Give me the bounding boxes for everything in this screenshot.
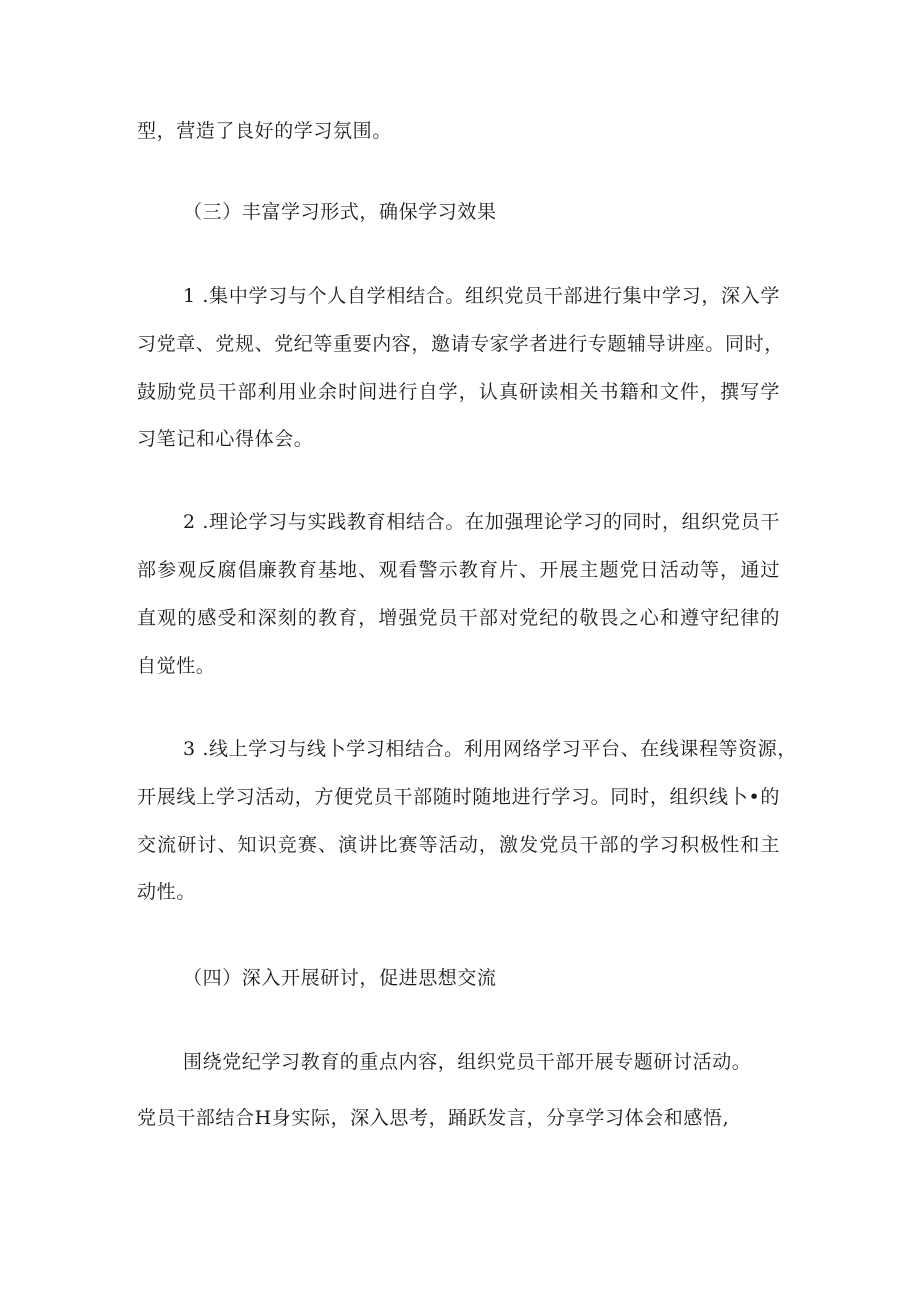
paragraph-line: 型，营造了良好的学习氛围。 xyxy=(137,120,392,142)
paragraph-line: 直观的感受和深刻的教育，增强党员干部对党纪的敬畏之心和遵守纪律的 xyxy=(137,607,780,629)
section-heading-4: （四）深入开展研讨，促进思想交流 xyxy=(183,967,497,989)
paragraph-line: 开展线上学习活动，方便党员干部随时随地进行学习。同时，组织线卜•的 xyxy=(137,786,780,808)
paragraph-line: 3 .线上学习与线卜学习相结合。利用网络学习平台、在线课程等资源， xyxy=(183,738,797,760)
section-heading-3: （三）丰富学习形式，确保学习效果 xyxy=(183,201,497,223)
paragraph-line: 习党章、党规、党纪等重要内容，邀请专家学者进行专题辅导讲座。同时， xyxy=(137,333,784,355)
paragraph-line: 部参观反腐倡廉教育基地、观看警示教育片、开展主题党日活动等，通过 xyxy=(137,559,780,581)
paragraph-line: 围绕党纪学习教育的重点内容，组织党员干部开展专题研讨活动。 xyxy=(183,1051,752,1073)
paragraph-line: 1 .集中学习与个人自学相结合。组织党员干部进行集中学习，深入学 xyxy=(183,285,780,307)
paragraph-line: 交流研讨、知识竞赛、演讲比赛等活动，激发党员干部的学习积极性和主 xyxy=(137,834,780,856)
paragraph-line: 动性。 xyxy=(137,881,196,903)
paragraph-line: 2 .理论学习与实践教育相结合。在加强理论学习的同时，组织党员干 xyxy=(183,511,780,533)
paragraph-line: 习笔记和心得体会。 xyxy=(137,428,314,450)
paragraph-line: 党员干部结合H身实际，深入思考，踊跃发言，分享学习体会和感悟, xyxy=(137,1107,730,1129)
paragraph-line: 自觉性。 xyxy=(137,655,216,677)
paragraph-line: 鼓励党员干部利用业余时间进行自学，认真研读相关书籍和文件，撰写学 xyxy=(137,381,780,403)
